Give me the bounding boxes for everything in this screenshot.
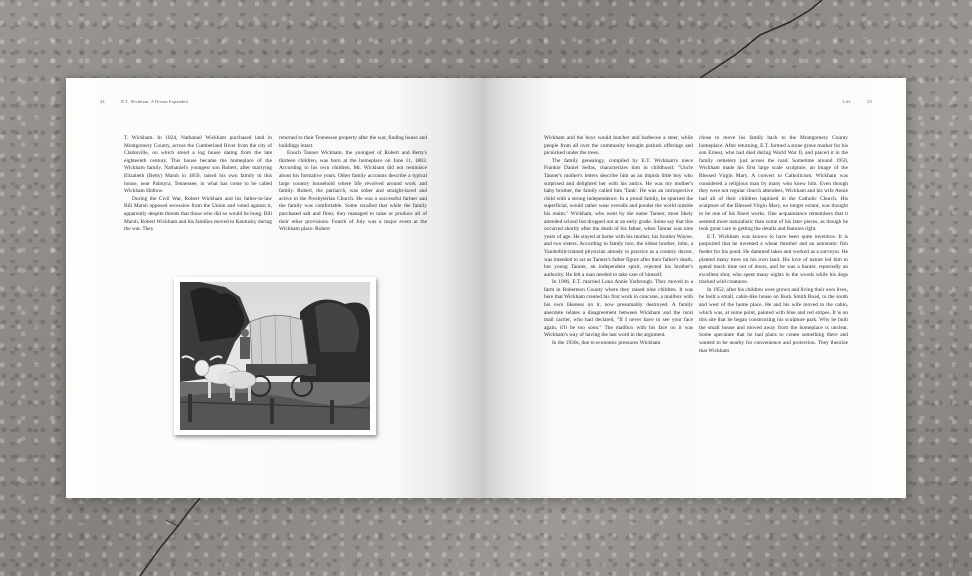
paragraph: In 1906, E.T. married Lona Annie Yarbrough. They moved to a farm in Robertson County where they raised nine children. It was here that Wickham created his first work in concrete, a mailbox with his own likeness on it, now presumably destroyed. A family anecdote relates a disagreement between Wickham and the rural mail carrier, who had declared, "If I never have to see your face again, it'll be too soon." The mailbox with his face on it was Wickham's way of having the last word in the argument. [544, 279, 693, 339]
right-page [486, 78, 906, 498]
paragraph: The family genealogy, compiled by E.T. Wickham's niece Frankie Daniel Sellas, characterizes him in childhood: "Uncle Tanner's mother's letters describe him as an impish little boy who surprised and delighted her with his antics. He was my mother's baby brother, the family called him 'Tank'. He was an introspective child with a strong independence. In a proud family, he spurned the superficial, would rather wear overalls and ponder the world outside his realm." Wickham, who went by the name Tanner, most likely attended school but dropped out at an early grade. Some say that this occurred shortly after the death of his father, when Tanner was nine years of age. He stayed at home with his mother, his brother Wayne, and two sisters. According to family lore, the oldest brother, John, a Vanderbilt-trained physician already in practice as a country doctor, was intended to act as Tanner's father figure after their father's death, but young Tanner, an independent spirit, rejected his brother's authority. He felt a man needed to take care of himself. [544, 157, 693, 278]
paragraph: E.T. Wickham was known to have been quite inventive. It is purported that he invented a wheat thresher and an automatic fish feeder for his pond. He dammed lakes and worked as a surveyor. He planted many trees on his own land. His love of nature led him to spend much time out of doors, and he was a hunter, reportedly an excellent shot, who spent many nights in the woods while his dogs tracked wild creatures. [699, 233, 848, 286]
left-page [66, 78, 486, 498]
right-page-number: 25 [867, 99, 872, 104]
right-column-2 [699, 135, 848, 355]
left-column-1 [124, 135, 272, 234]
left-column-2 [279, 135, 427, 234]
paragraph: chose to move his family back to the Montgomery County homeplace. After returning, E.T. formed a stone grave marker for his son Ernest, who had died during World War II, and placed it in the family cemetery just across the road. Sometime around 1950, Wickham made his first large scale sculpture, an image of the Blessed Virgin Mary. A convert to Catholicism, Wickham was considered a religious man by many who knew him. Even though they were not regular church attendees, Wickham and his wife Annie had all of their children baptized in the Catholic Church. His sculpture of the Blessed Virgin Mary, no longer extant, was thought to be one of his finest works. One acquaintance remembers that it seemed more naturalistic than some of his later pieces, as though he took great care in getting the details and features right. [699, 135, 848, 233]
sculpture-photo [180, 282, 370, 430]
left-running-head: E.T. Wickham: A Dream Expanded [121, 99, 188, 104]
left-page-number: 24 [100, 99, 105, 104]
paragraph: T. Wickham. In 1824, Nathaniel Wickham purchased land in Montgomery County, across the Cumberland River from the city of Clarksville, on which stood a log house dating from the late eighteenth century. This house became the homeplace of the Wickham family. Nathaniel's youngest son Robert, after marrying Elizabeth (Betty) Marsh in 1859, raised his own family in this house, near Palmyra, Tennessee, in what has come to be called Wickham Hollow. [124, 135, 272, 195]
paragraph: Enoch Tanner Wickham, the youngest of Robert and Betty's thirteen children, was born at the homeplace on June 11, 1883. According to his own children, Mr. Wickham did not reminisce about his formative years. Other family accounts describe a typical large country household where life revolved around work and family. Robert, the patriarch, was sober and straight-laced and active in the Presbyterian Church. He was a successful farmer and the family was comfortable. Some recalled that while the family purchased salt and flour, they managed to raise or produce all of their other provisions. Fourth of July was a major event at the Wickham place. Robert [279, 150, 427, 233]
paragraph: During the Civil War, Robert Wickham and his father-in-law Bill Marsh opposed secession from the Union and voted against it, apparently despite threats that those who did so would be hung. Bill Marsh, Robert Wickham and his families moved to Kentucky during the war. They [124, 195, 272, 233]
photo-frame [174, 277, 376, 435]
book-spread [66, 78, 906, 498]
paragraph: returned to their Tennessee property after the war, finding house and buildings intact. [279, 135, 427, 149]
paragraph: In the 1930s, due to economic pressures Wickham [552, 340, 661, 347]
right-running-head: Life [842, 99, 851, 104]
paragraph: In 1952, after his children were grown and living their own lives, he built a small, cabin-like house on Buck Smith Road, to the south and west of the home place. He and his wife moved to the cabin, which was, at some point, painted with blue and red stripes. It is on this site that he began constructing his sculpture park. Why he built the small house and moved away from the homeplace is unclear. Some speculate that he had plans to create something there and wanted to be nearby for convenience and protection. They theorize that Wickham [699, 286, 848, 354]
right-column-1 [544, 135, 693, 348]
paragraph: Wickham and the boys would butcher and barbecue a steer, while people from all over the community brought potluck offerings and picnicked under the trees. [544, 135, 693, 157]
